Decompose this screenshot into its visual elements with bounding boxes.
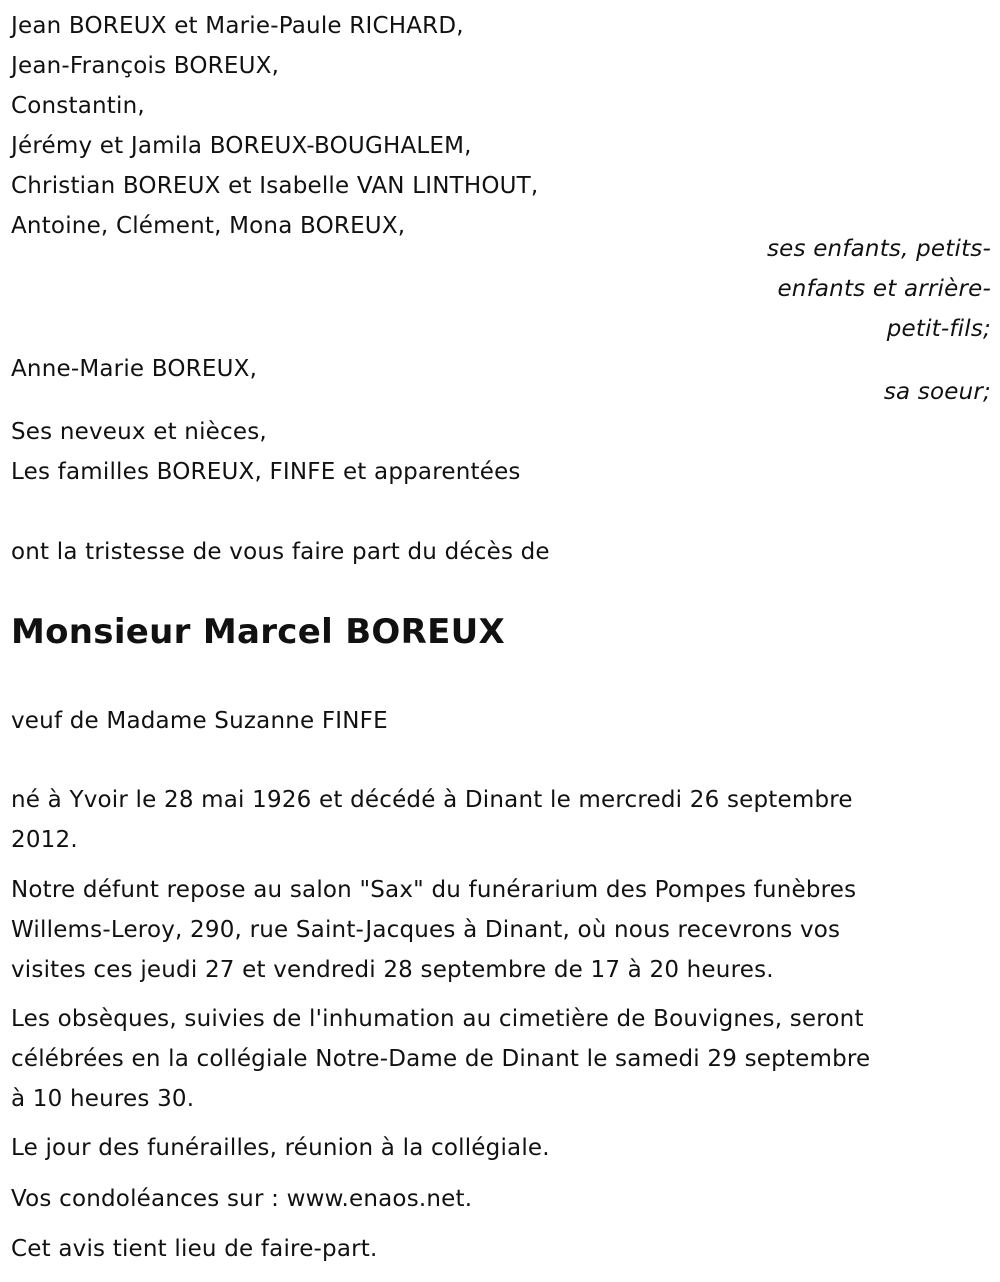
visitation-line: visites ces jeudi 27 et vendredi 28 septembre de 17 à 20 heures. bbox=[11, 957, 774, 983]
widower-text: veuf de Madame Suzanne FINFE bbox=[11, 708, 388, 734]
family-line: Ses neveux et nièces, bbox=[11, 419, 267, 445]
announcement-text: ont la tristesse de vous faire part du décès de bbox=[11, 539, 550, 565]
family-line: Constantin, bbox=[11, 93, 145, 119]
family-line: Antoine, Clément, Mona BOREUX, bbox=[11, 213, 406, 239]
family-line: Jean BOREUX et Marie-Paule RICHARD, bbox=[11, 13, 464, 39]
relation-line: sa soeur; bbox=[883, 379, 991, 405]
relation-line: petit-fils; bbox=[886, 316, 991, 342]
birth-death-line: 2012. bbox=[11, 827, 78, 853]
meeting-text: Le jour des funérailles, réunion à la collégiale. bbox=[11, 1135, 550, 1161]
funeral-line: Les obsèques, suivies de l'inhumation au cimetière de Bouvignes, seront bbox=[11, 1006, 864, 1032]
visitation-line: Notre défunt repose au salon "Sax" du funérarium des Pompes funèbres bbox=[11, 877, 857, 903]
sister-name: Anne-Marie BOREUX, bbox=[11, 356, 258, 382]
family-line: Christian BOREUX et Isabelle VAN LINTHOUT, bbox=[11, 173, 539, 199]
birth-death-line: né à Yvoir le 28 mai 1926 et décédé à Dinant le mercredi 26 septembre bbox=[11, 787, 853, 813]
deceased-name: Monsieur Marcel BOREUX bbox=[11, 612, 506, 652]
family-line: Jérémy et Jamila BOREUX-BOUGHALEM, bbox=[11, 133, 472, 159]
visitation-line: Willems-Leroy, 290, rue Saint-Jacques à Dinant, où nous recevrons vos bbox=[11, 917, 841, 943]
family-line: Les familles BOREUX, FINFE et apparentées bbox=[11, 459, 521, 485]
funeral-line: à 10 heures 30. bbox=[11, 1086, 195, 1112]
relation-line: enfants et arrière- bbox=[777, 276, 991, 302]
sister-relation bbox=[731, 372, 991, 412]
notice-text: Cet avis tient lieu de faire-part. bbox=[11, 1236, 378, 1262]
relation-line: ses enfants, petits- bbox=[766, 236, 991, 262]
funeral-line: célébrées en la collégiale Notre-Dame de Dinant le samedi 29 septembre bbox=[11, 1046, 871, 1072]
children-relation bbox=[731, 229, 991, 349]
family-line: Jean-François BOREUX, bbox=[11, 53, 280, 79]
condolences-text: Vos condoléances sur : www.enaos.net. bbox=[11, 1186, 473, 1212]
